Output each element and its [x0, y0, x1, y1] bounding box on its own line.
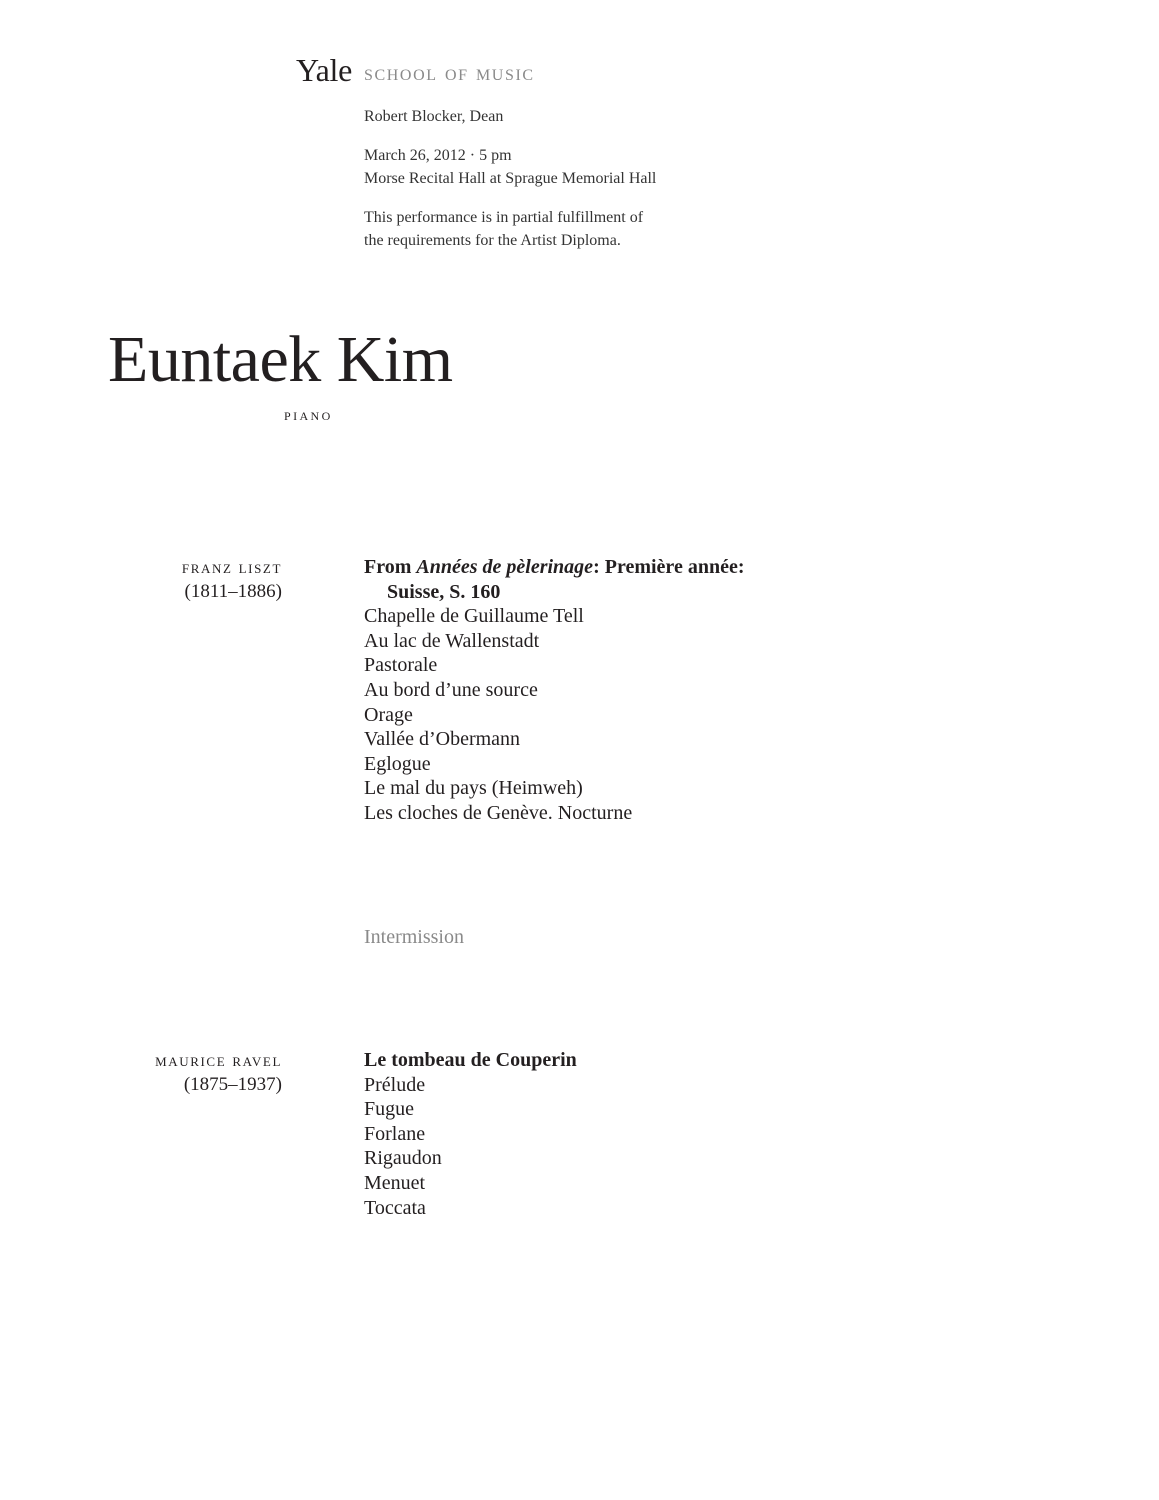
fulfillment-line-1: This performance is in partial fulfillment of	[364, 209, 644, 226]
movement: Toccata	[364, 1196, 426, 1219]
intermission-label: Intermission	[364, 926, 464, 948]
fulfillment-note	[364, 206, 643, 252]
event-venue: Morse Recital Hall at Sprague Memorial Hall	[364, 170, 657, 187]
movement: Fugue	[364, 1098, 414, 1121]
composer-name: franz liszt	[181, 557, 282, 577]
work-title-from: From	[364, 556, 417, 578]
movement: Vallée d’Obermann	[364, 728, 521, 751]
works-ravel	[364, 1048, 577, 1220]
work-title-italic: Années de pèlerinage	[416, 556, 594, 578]
work-title-rest: : Première année:	[593, 556, 745, 578]
movement: Forlane	[364, 1122, 426, 1145]
work-title-line-2: Suisse, S. 160	[387, 580, 501, 603]
works-liszt	[364, 555, 744, 826]
work-title: Le tombeau de Couperin	[364, 1049, 577, 1071]
movement: Au bord d’une source	[364, 678, 538, 701]
performer-name: Euntaek Kim	[108, 323, 453, 396]
movement: Chapelle de Guillaume Tell	[364, 605, 584, 628]
movement: Pastorale	[364, 654, 438, 677]
composer-dates: (1811–1886)	[184, 580, 282, 602]
movement: Orage	[364, 703, 413, 726]
performer-instrument: piano	[284, 405, 333, 424]
composer-dates: (1875–1937)	[183, 1073, 282, 1095]
yale-wordmark: Yale	[296, 52, 353, 88]
school-of-music-wordmark: school of music	[364, 60, 535, 85]
dean-line: Robert Blocker, Dean	[364, 108, 504, 125]
composer-liszt	[0, 555, 282, 604]
event-date: March 26, 2012 · 5 pm	[364, 147, 512, 164]
movement: Le mal du pays (Heimweh)	[364, 777, 583, 800]
work-title	[364, 555, 744, 580]
movement: Au lac de Wallenstadt	[364, 629, 540, 652]
composer-ravel	[0, 1048, 282, 1097]
movement: Menuet	[364, 1171, 426, 1194]
movement: Rigaudon	[364, 1147, 442, 1170]
movement: Les cloches de Genève. Nocturne	[364, 801, 633, 824]
fulfillment-line-2: the requirements for the Artist Diploma.	[364, 232, 621, 249]
event-details	[364, 144, 656, 190]
movement: Prélude	[364, 1073, 426, 1096]
composer-name: maurice ravel	[155, 1050, 282, 1070]
movement: Eglogue	[364, 752, 431, 775]
